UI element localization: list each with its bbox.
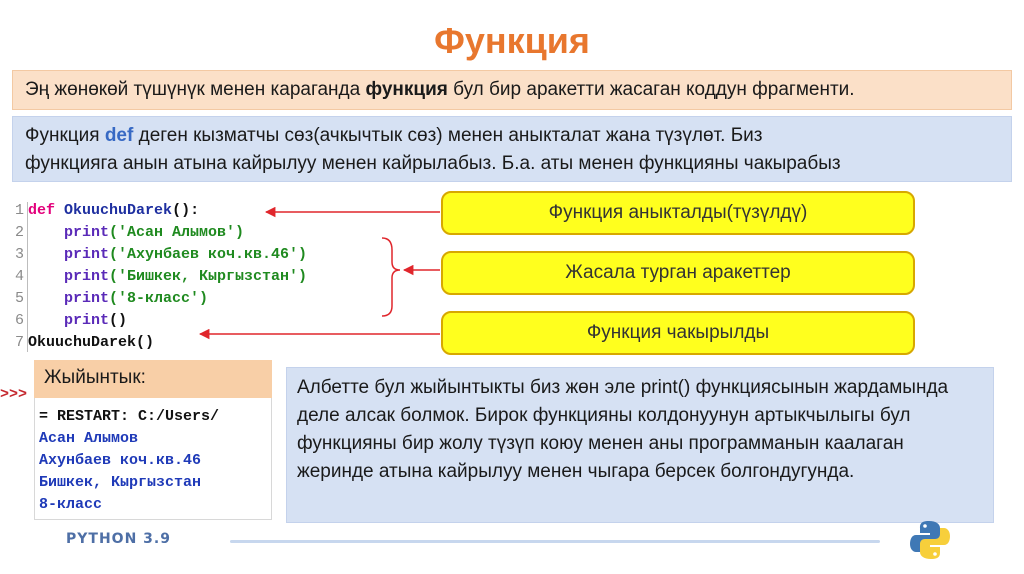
code-line-2	[10, 222, 280, 244]
print-keyword: print	[64, 268, 110, 285]
definition-text-before: Эң жөнөкөй түшүнүк менен караганда	[25, 79, 366, 100]
print-argument: ('Ахунбаев коч.кв.46')	[109, 246, 308, 263]
info-line-1	[25, 122, 999, 150]
print-argument: ('Бишкек, Кыргызстан')	[109, 268, 308, 285]
actions-bracket	[382, 238, 400, 316]
line-number: 7	[14, 334, 24, 351]
explanation-note: Албетте бул жыйынтыкты биз жөн эле print() функциясынын жардамында деле алсак болмок. Бирок функцияны колдонуунун артыкчылыгы бул функцияны бир жолу түзүп коюу менен аны программанын каалаган жеринде атына кайрылуу менен чыгара берсек болгондугунда.	[286, 367, 994, 523]
python-logo-icon	[908, 518, 952, 562]
code-line-5	[10, 288, 280, 310]
shell-prompt: >>>	[0, 386, 28, 403]
code-line-7	[10, 332, 280, 354]
line-number: 4	[14, 268, 24, 285]
output-line: 8-класс	[39, 496, 103, 513]
definition-bold-term: функция	[365, 79, 448, 100]
print-keyword: print	[64, 312, 110, 329]
code-line-3	[10, 244, 308, 266]
info-box	[12, 116, 1012, 182]
definition-text-after: бул бир аракетти жасаган коддун фрагменти.	[447, 79, 855, 100]
python-version-logo: PYTHON 3.9	[66, 531, 171, 547]
print-argument: ('8-класс')	[109, 290, 209, 307]
info-line-1-after: деген кызматчы сөз(ачкычтык сөз) менен аныкталат жана түзүлөт. Биз	[133, 125, 763, 146]
print-keyword: print	[64, 246, 110, 263]
line-number: 2	[14, 224, 24, 241]
callout-function-defined: Функция аныкталды(түзүлдү)	[441, 191, 915, 235]
function-call: OkuuchuDarek()	[28, 334, 155, 351]
print-keyword: print	[64, 224, 110, 241]
print-keyword: print	[64, 290, 110, 307]
output-line: = RESTART: C:/Users/	[39, 408, 220, 425]
info-def-keyword: def	[104, 125, 134, 146]
callout-function-called: Функция чакырылды	[441, 311, 915, 355]
info-line-2: функцияга анын атына кайрылуу менен кайрылабыз. Б.а. аты менен функцияны чакырабыз	[25, 153, 841, 174]
callout-actions: Жасала турган аракеттер	[441, 251, 915, 295]
code-line-4	[10, 266, 308, 288]
line-number: 6	[14, 312, 24, 329]
function-name: OkuuchuDarek	[64, 202, 173, 219]
code-listing	[10, 200, 308, 354]
definition-box	[12, 70, 1012, 110]
code-line-1	[10, 200, 280, 222]
line-number: 5	[14, 290, 24, 307]
info-line-1-before: Функция	[25, 125, 105, 146]
output-line: Бишкек, Кыргызстан	[39, 474, 202, 491]
code-line-6	[10, 310, 280, 332]
output-line: Асан Алымов	[39, 430, 139, 447]
print-argument: ('Асан Алымов')	[109, 224, 245, 241]
print-argument: ()	[109, 312, 128, 329]
summary-heading: Жыйынтык:	[34, 360, 272, 398]
output-line: Ахунбаев коч.кв.46	[39, 452, 202, 469]
line-number: 1	[14, 202, 24, 219]
def-tail: ():	[172, 202, 200, 219]
shell-output	[34, 398, 272, 520]
footer-divider	[230, 540, 880, 543]
line-number: 3	[14, 246, 24, 263]
def-keyword: def	[28, 202, 56, 219]
slide-title: Функция	[434, 20, 590, 61]
